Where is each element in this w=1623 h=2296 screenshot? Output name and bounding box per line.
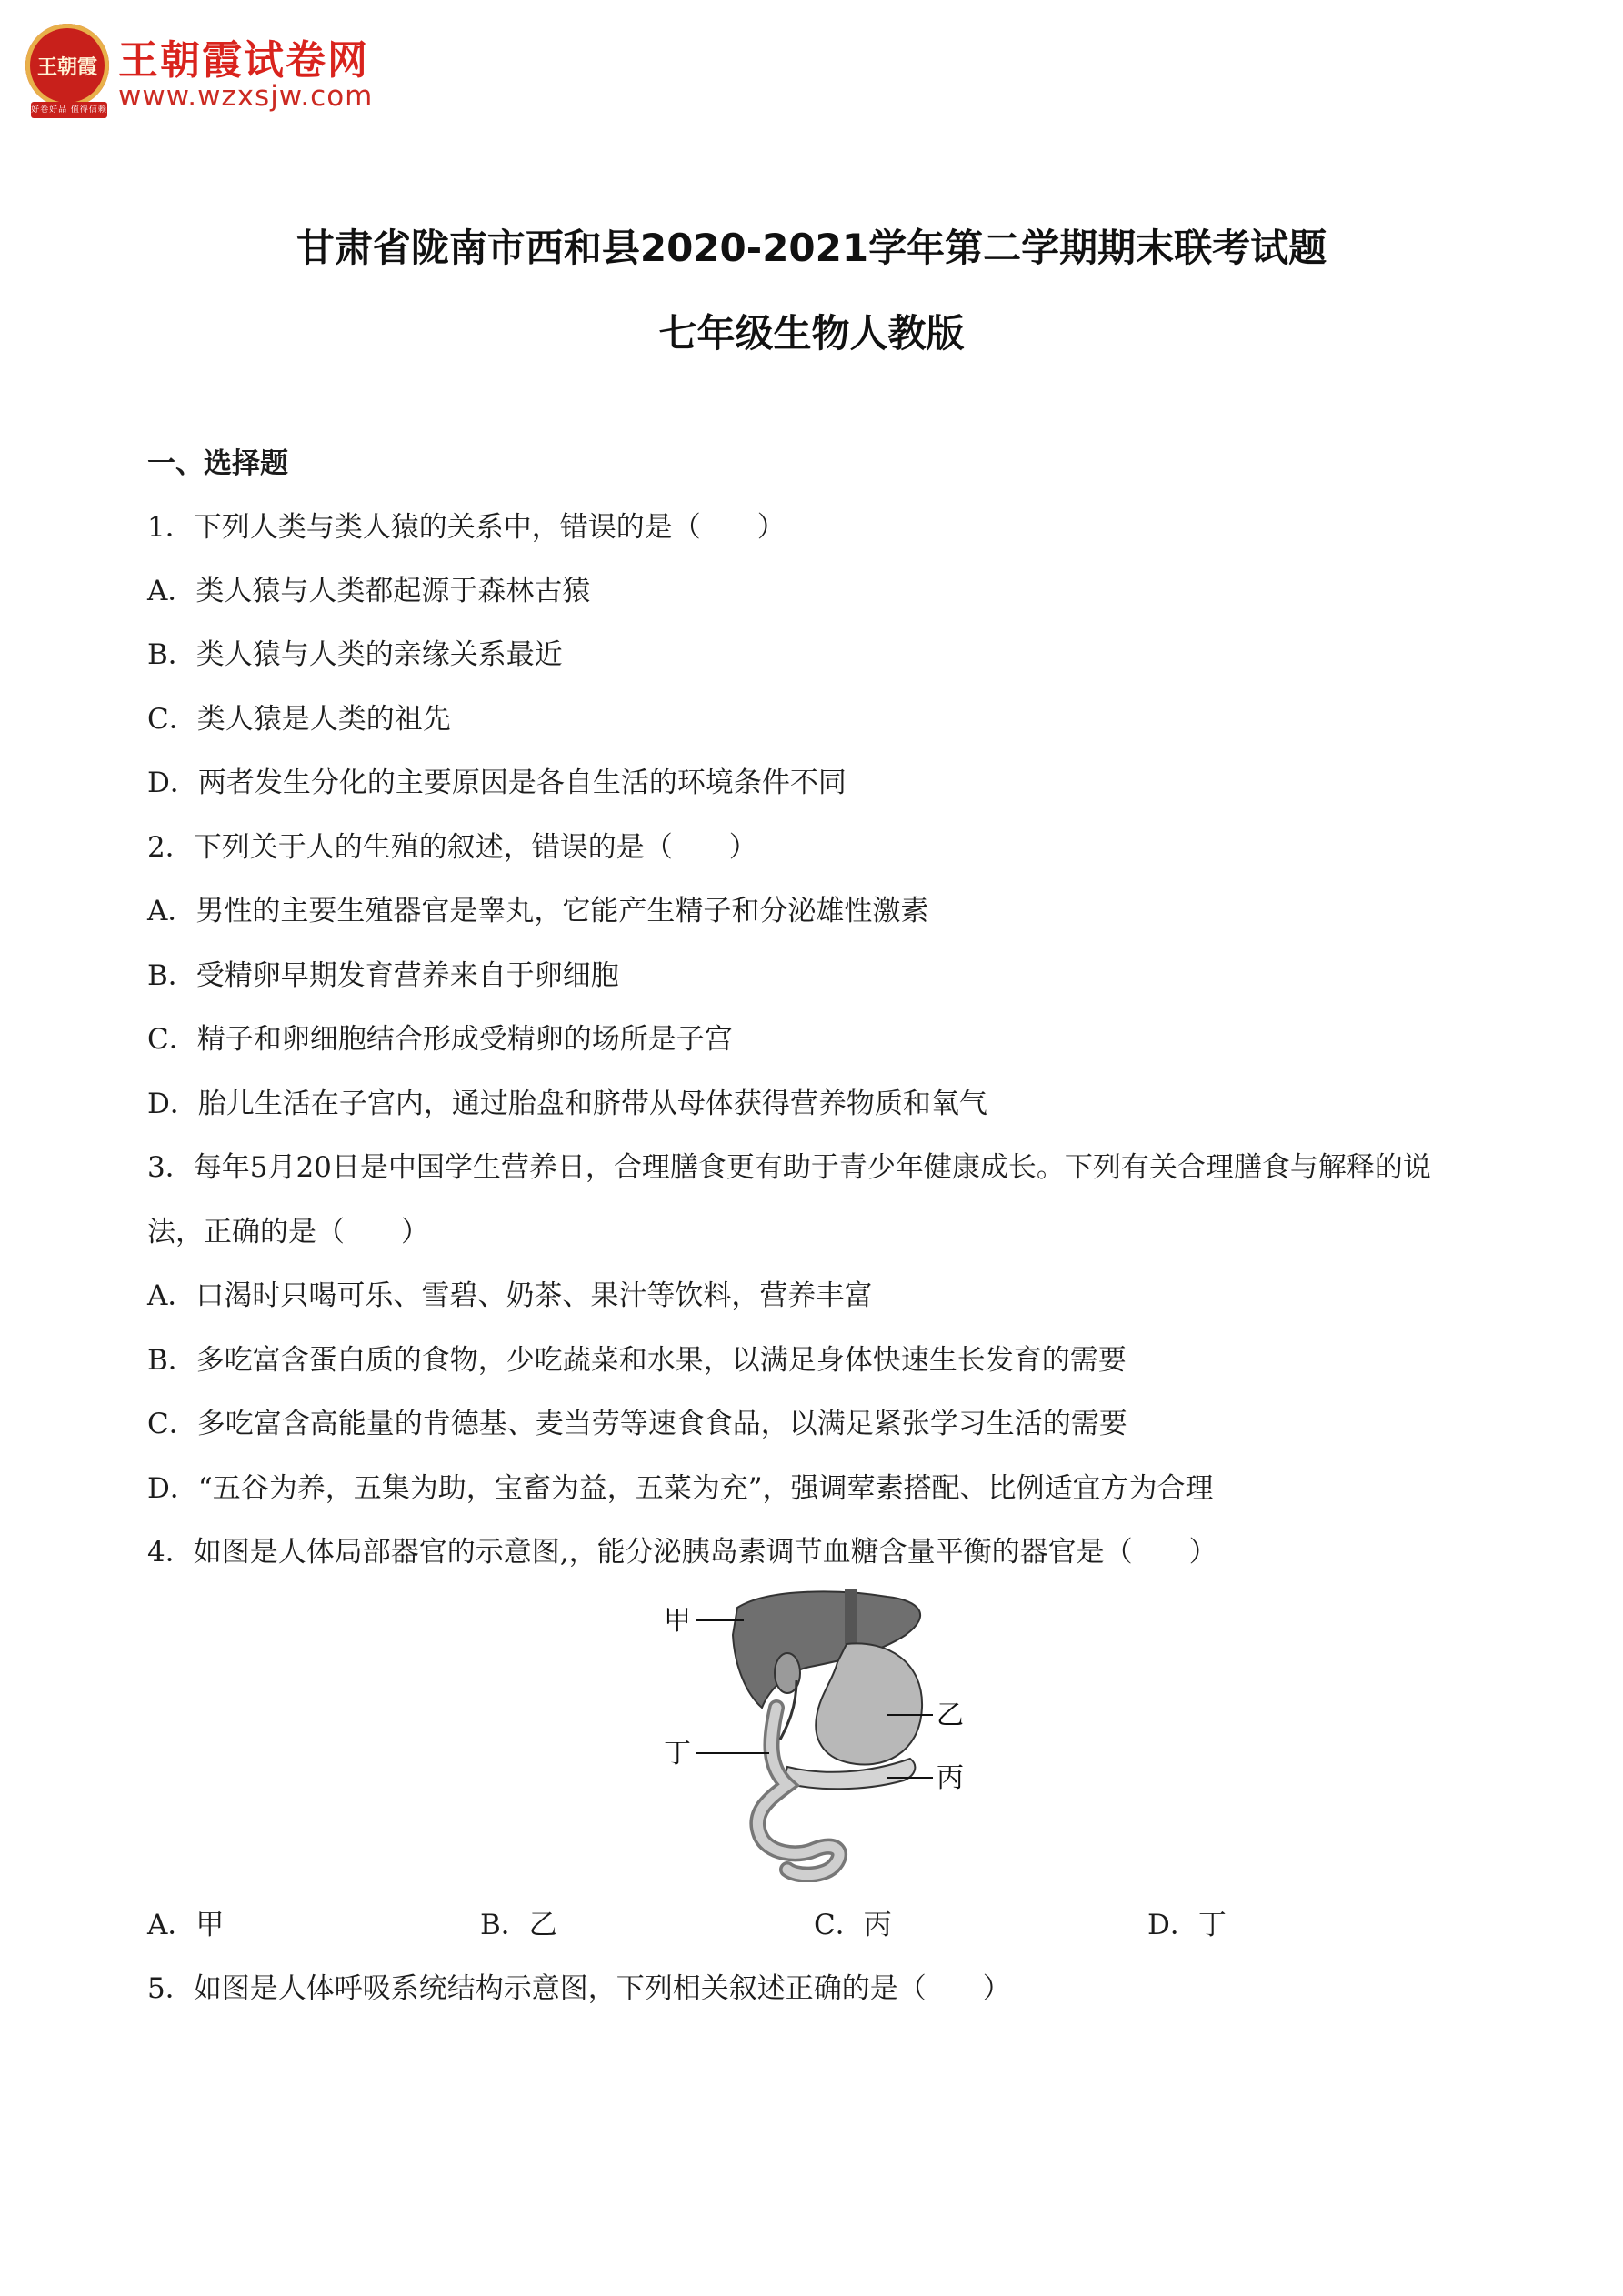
seal-icon [25,24,109,107]
label-jia: 甲 [664,1605,691,1637]
digestive-organs-figure [660,1580,969,1882]
question-1-option-c: C．类人猿是人类的祖先 [147,703,451,736]
question-4-option-b: B．乙 [480,1909,557,1941]
seal-ribbon: 好卷好品 值得信赖 [31,102,107,118]
question-4-option-a: A．甲 [147,1909,225,1941]
question-1-option-b: B．类人猿与人类的亲缘关系最近 [147,638,563,671]
question-5-stem: 5．如图是人体呼吸系统结构示意图，下列相关叙述正确的是（ ） [147,1972,1011,2005]
question-4-option-d: D．丁 [1147,1909,1227,1941]
question-2-option-b: B．受精卵早期发育营养来自于卵细胞 [147,959,619,992]
question-3-option-d: D．“五谷为养，五集为助，宝畜为益，五菜为充”，强调荤素搭配、比例适宜方为合理 [147,1472,1214,1505]
page-title: 甘肃省陇南市西和县2020-2021学年第二学期期末联考试题 [296,226,1327,270]
question-4-stem: 4．如图是人体局部器官的示意图,，能分泌胰岛素调节血糖含量平衡的器官是（ ） [147,1536,1217,1569]
question-2-stem: 2．下列关于人的生殖的叙述，错误的是（ ） [147,831,757,864]
brand-url: www.wzxsjw.com [118,80,374,113]
page-subtitle: 七年级生物人教版 [658,311,965,356]
question-3-stem-line-1: 3．每年5月20日是中国学生营养日，合理膳食更有助于青少年健康成长。下列有关合理膳食与解释的说 [147,1151,1431,1184]
digestive-organs-diagram [660,1580,969,1882]
question-1-option-a: A．类人猿与人类都起源于森林古猿 [147,575,591,607]
question-2-option-a: A．男性的主要生殖器官是睾丸，它能产生精子和分泌雄性激素 [147,895,929,927]
section-heading: 一、选择题 [147,447,288,480]
question-1-option-d: D．两者发生分化的主要原因是各自生活的环境条件不同 [147,767,847,799]
question-2-option-c: C．精子和卵细胞结合形成受精卵的场所是子宫 [147,1023,733,1056]
question-1-stem: 1．下列人类与类人猿的关系中，错误的是（ ） [147,511,786,544]
question-3-option-a: A．口渴时只喝可乐、雪碧、奶茶、果汁等饮料，营养丰富 [147,1279,873,1312]
question-3-option-c: C．多吃富含高能量的肯德基、麦当劳等速食食品，以满足紧张学习生活的需要 [147,1408,1127,1440]
question-4-option-c: C．丙 [814,1909,892,1941]
label-ding: 丁 [664,1738,691,1770]
question-3-option-b: B．多吃富含蛋白质的食物，少吃蔬菜和水果，以满足身体快速生长发育的需要 [147,1344,1127,1377]
label-bing: 丙 [937,1762,964,1794]
label-yi: 乙 [937,1699,964,1731]
question-3-stem-line-2: 法，正确的是（ ） [147,1216,429,1248]
brand-name: 王朝霞试卷网 [118,37,369,84]
question-2-option-d: D．胎儿生活在子宫内，通过胎盘和脐带从母体获得营养物质和氧气 [147,1088,987,1120]
site-logo [25,24,407,124]
seal-text: 王朝霞 [36,55,97,79]
